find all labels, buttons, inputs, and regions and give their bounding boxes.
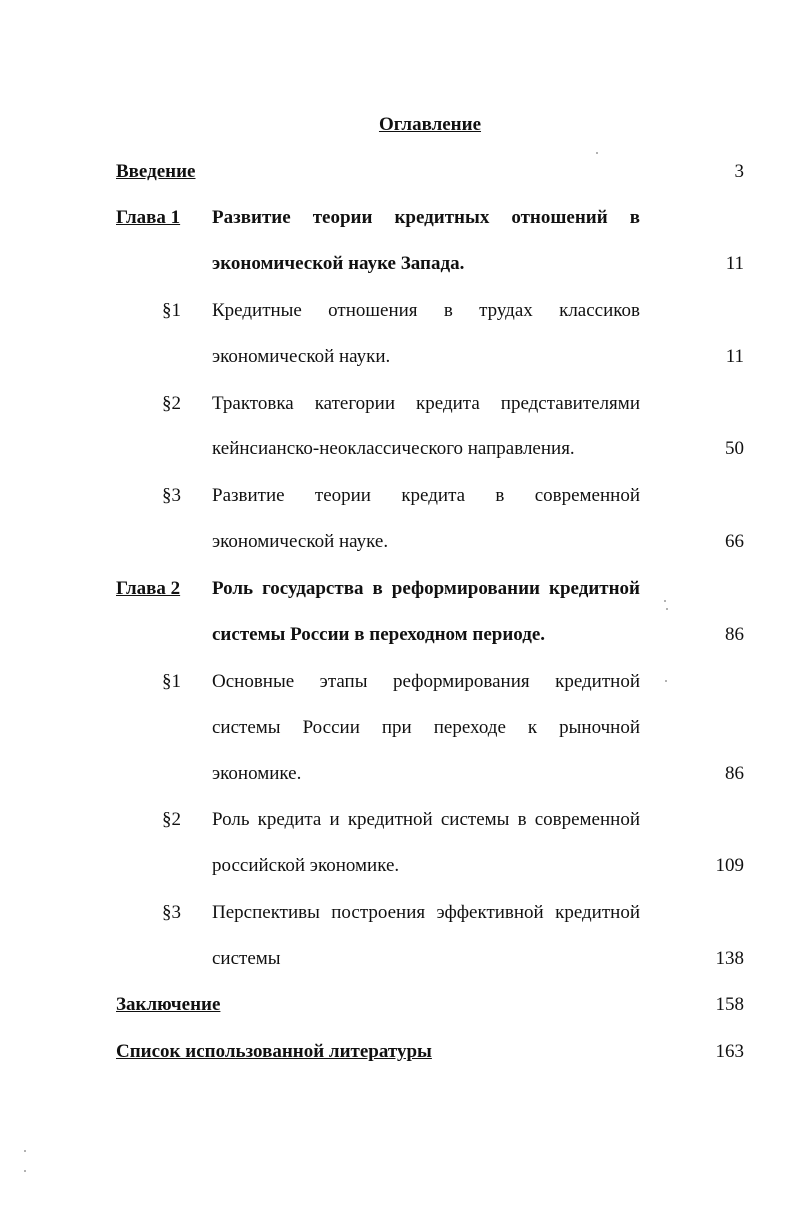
- toc-text-ch2-s3-line1: Перспективы построения эффективной кредитной: [212, 902, 640, 923]
- toc-entry-chapter2-line2: [0, 623, 798, 647]
- toc-label-intro: Введение: [116, 161, 196, 182]
- toc-label-ch2-s3: §3: [162, 902, 181, 923]
- scan-speck: [24, 1150, 26, 1152]
- toc-entry-ch2-s2-line1: [0, 808, 798, 832]
- toc-text-ch2-s2-line1: Роль кредита и кредитной системы в современной: [212, 809, 640, 830]
- toc-entry-chapter2-line1: [0, 577, 798, 601]
- toc-text-ch1-s2-line2: кейнсианско-неоклассического направления.: [212, 438, 575, 459]
- scan-speck: [664, 600, 666, 602]
- toc-label-ch2-s2: §2: [162, 809, 181, 830]
- toc-entry-ch1-s2-line2: [0, 437, 798, 461]
- toc-page-chapter1: 11: [725, 253, 744, 274]
- scan-speck: [666, 608, 668, 610]
- toc-text-ch2-s3-line2: системы: [212, 948, 281, 969]
- toc-label-ch1-s2: §2: [162, 393, 181, 414]
- toc-page-ch1-s2: 50: [725, 438, 744, 459]
- toc-text-ch2-s1-line2: системы России при переходе к рыночной: [212, 717, 640, 738]
- toc-entry-ch1-s1-line1: [0, 299, 798, 323]
- toc-entry-ch2-s1-line1: [0, 670, 798, 694]
- toc-text-ch1-s1-line2: экономической науки.: [212, 346, 391, 367]
- toc-page-ch1-s1: 11: [725, 346, 744, 367]
- page-title: Оглавление: [378, 114, 482, 135]
- toc-entry-chapter1-line1: [0, 206, 798, 230]
- toc-entry-ch2-s2-line2: [0, 854, 798, 878]
- scan-speck: [24, 1170, 26, 1172]
- toc-entry-ch2-s1-line3: [0, 762, 798, 786]
- toc-entry-ch2-s3-line1: [0, 901, 798, 925]
- toc-page-conclusion: 158: [715, 994, 744, 1015]
- scan-speck: [596, 152, 598, 154]
- toc-page-ch1-s3: 66: [725, 531, 744, 552]
- toc-label-ch2-s1: §1: [162, 671, 181, 692]
- toc-entry-ch2-s1-line2: [0, 716, 798, 740]
- toc-label-conclusion: Заключение: [116, 994, 221, 1015]
- toc-label-ch1-s3: §3: [162, 485, 181, 506]
- toc-text-chapter1-line2: экономической науке Запада.: [212, 253, 465, 274]
- toc-entry-references: [0, 1040, 798, 1064]
- toc-text-ch2-s1-line1: Основные этапы реформирования кредитной: [212, 671, 640, 692]
- toc-entry-ch1-s2-line1: [0, 392, 798, 416]
- toc-text-ch1-s1-line1: Кредитные отношения в трудах классиков: [212, 300, 640, 321]
- toc-label-references: Список использованной литературы: [116, 1041, 432, 1062]
- toc-entry-ch1-s3-line1: [0, 484, 798, 508]
- toc-entry-intro: [0, 160, 798, 184]
- toc-label-ch1-s1: §1: [162, 300, 181, 321]
- toc-text-chapter2-line2: системы России в переходном периоде.: [212, 624, 546, 645]
- toc-page-ch2-s1: 86: [725, 763, 744, 784]
- toc-text-ch1-s3-line1: Развитие теории кредита в современной: [212, 485, 640, 506]
- toc-text-ch1-s2-line1: Трактовка категории кредита представителями: [212, 393, 640, 414]
- toc-page-ch2-s3: 138: [715, 948, 744, 969]
- toc-page-chapter2: 86: [725, 624, 744, 645]
- scan-speck: [665, 680, 667, 682]
- toc-label-chapter1: Глава 1: [116, 207, 181, 228]
- toc-entry-ch2-s3-line2: [0, 947, 798, 971]
- toc-page-intro: 3: [734, 161, 744, 182]
- toc-label-chapter2: Глава 2: [116, 578, 181, 599]
- toc-entry-conclusion: [0, 993, 798, 1017]
- toc-text-ch2-s2-line2: российской экономике.: [212, 855, 400, 876]
- toc-text-chapter1-line1: Развитие теории кредитных отношений в: [212, 207, 640, 228]
- toc-text-chapter2-line1: Роль государства в реформировании кредитной: [212, 578, 640, 599]
- toc-page-references: 163: [715, 1041, 744, 1062]
- toc-entry-ch1-s3-line2: [0, 530, 798, 554]
- toc-entry-chapter1-line2: [0, 252, 798, 276]
- toc-entry-ch1-s1-line2: [0, 345, 798, 369]
- toc-text-ch1-s3-line2: экономической науке.: [212, 531, 389, 552]
- toc-text-ch2-s1-line3: экономике.: [212, 763, 302, 784]
- toc-page-ch2-s2: 109: [715, 855, 744, 876]
